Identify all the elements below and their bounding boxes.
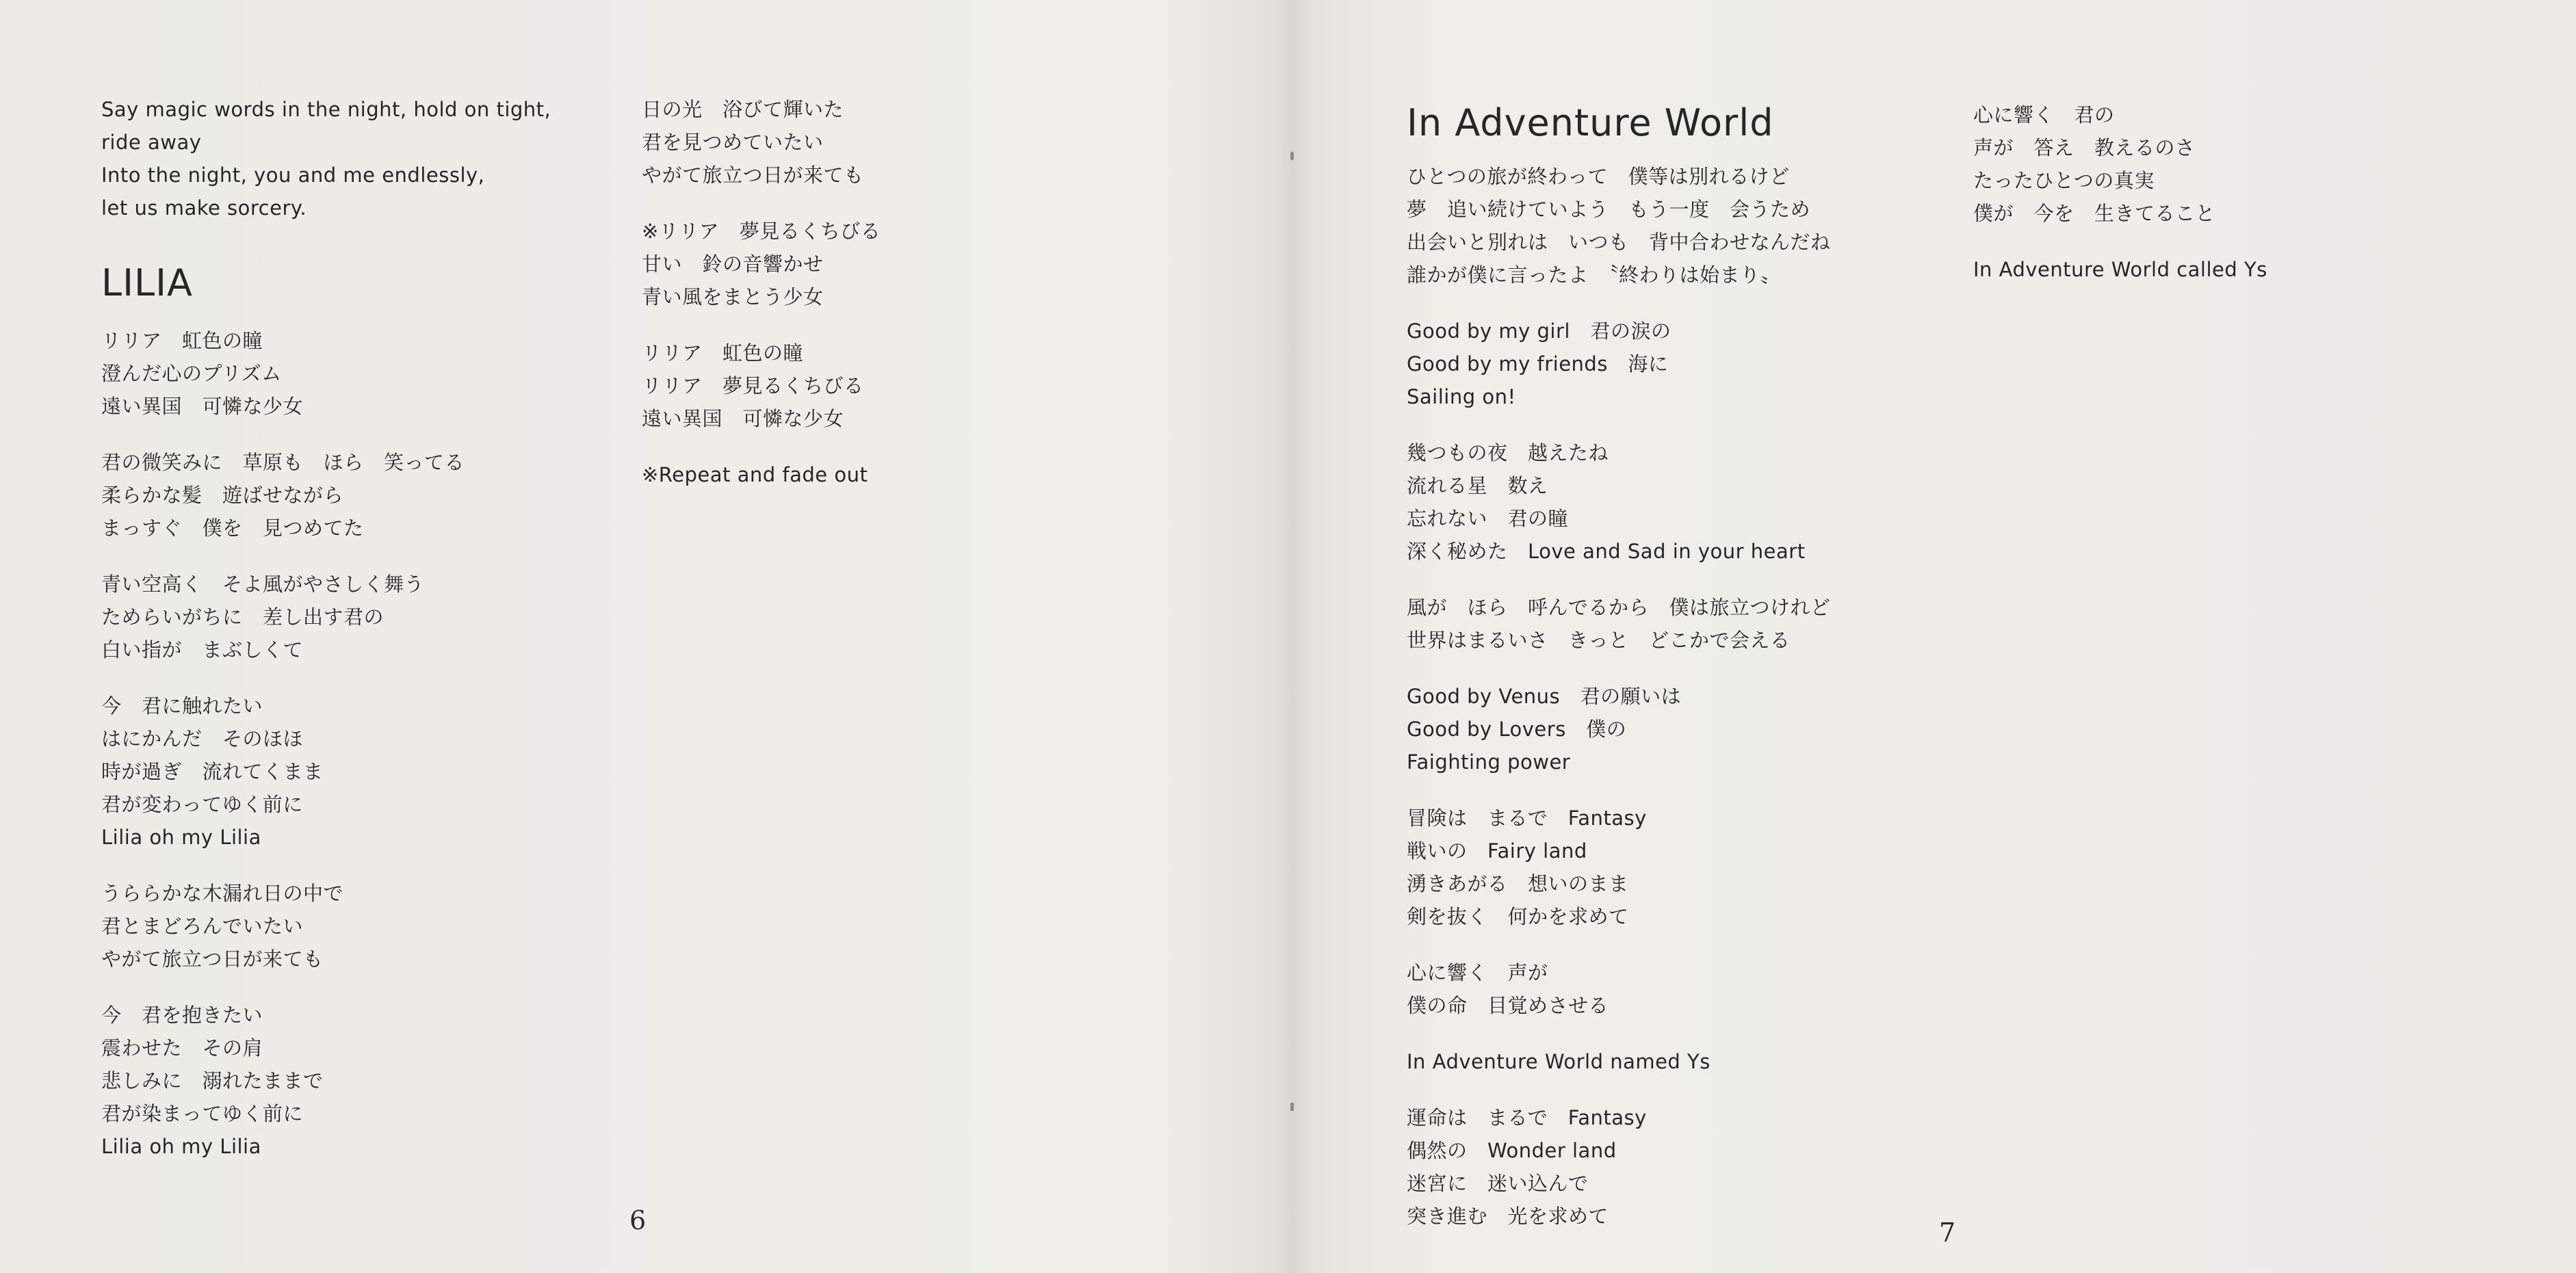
lyric-line: 夢 追い続けていよう もう一度 会うため	[1407, 198, 1811, 221]
lilia-stanza	[101, 877, 551, 975]
lyric-line: 君を見つめていたい	[642, 131, 824, 154]
lilia-stanza	[101, 690, 551, 854]
lyric-line: 心に響く 君の	[1973, 103, 2115, 127]
right-page-column-1	[1407, 101, 1831, 1256]
lyric-line: 深く秘めた Love and Sad in your heart	[1407, 540, 1806, 563]
adventure-stanza	[1407, 436, 1831, 568]
lilia-stanza	[642, 215, 881, 313]
adventure-stanza	[1407, 591, 1831, 657]
adventure-stanza	[1407, 1045, 1831, 1078]
lyric-line: まっすぐ 僕を 見つめてた	[101, 516, 364, 540]
lilia-stanza	[101, 324, 551, 423]
lyric-line: うららかな木漏れ日の中で	[101, 882, 344, 905]
lyric-line: 冒険は まるで Fantasy	[1407, 806, 1647, 830]
lilia-lyrics-part-1	[101, 324, 551, 1163]
lyric-line: 突き進む 光を求めて	[1407, 1205, 1609, 1228]
lyric-line: ※リリア 夢見るくちびる	[642, 220, 881, 243]
lyric-line: ひとつの旅が終わって 僕等は別れるけど	[1407, 165, 1790, 188]
lyric-line: 柔らかな髪 遊ばせながら	[101, 484, 344, 507]
lilia-stanza	[101, 999, 551, 1163]
adventure-stanza	[1407, 1101, 1831, 1233]
lyric-line: ride away	[101, 131, 202, 154]
lyric-line: Into the night, you and me endlessly,	[101, 163, 485, 187]
page-number-right: 7	[1939, 1218, 1956, 1248]
lyric-line: 澄んだ心のプリズム	[101, 362, 282, 385]
lyric-line: let us make sorcery.	[101, 196, 307, 220]
lyric-line: 誰かが僕に言ったよ 〝終わりは始まり〟	[1407, 263, 1781, 287]
left-page	[0, 0, 1286, 1273]
adventure-stanza	[1407, 680, 1831, 778]
lyric-line: 君とまどろんでいたい	[101, 915, 304, 938]
lyric-line: 湧きあがる 想いのまま	[1407, 872, 1629, 895]
lyric-line: 震わせた その肩	[101, 1036, 263, 1060]
adventure-stanza	[1407, 315, 1831, 413]
adventure-stanza	[1407, 802, 1831, 933]
adventure-stanza	[1407, 160, 1831, 291]
lyric-line: ※Repeat and fade out	[642, 463, 868, 486]
left-page-column-2	[642, 93, 881, 514]
lyric-line: 君が変わってゆく前に	[101, 793, 303, 816]
adventure-lyrics-part-1	[1407, 160, 1831, 1233]
lilia-lyrics-part-2	[642, 93, 881, 491]
lilia-stanza	[642, 337, 881, 435]
intro-stanza	[101, 93, 551, 224]
lyric-line: 青い風をまとう少女	[642, 285, 824, 309]
lyric-line: 僕が 今を 生きてること	[1973, 202, 2216, 225]
lyric-line: 日の光 浴びて輝いた	[642, 98, 844, 121]
lyric-line: リリア 虹色の瞳	[642, 341, 804, 365]
lyric-line: 戦いの Fairy land	[1407, 839, 1587, 863]
lilia-stanza	[101, 568, 551, 666]
lyric-line: 幾つもの夜 越えたね	[1407, 441, 1609, 464]
lyric-line: 剣を抜く 何かを求めて	[1407, 905, 1629, 928]
lyric-line: 甘い 鈴の音響かせ	[642, 252, 824, 276]
lyric-line: 流れる星 数え	[1407, 474, 1548, 497]
page-number-left: 6	[629, 1205, 647, 1235]
lyric-line: Lilia oh my Lilia	[101, 826, 261, 849]
left-page-column-1	[101, 93, 551, 1186]
lyric-line: In Adventure World called Ys	[1973, 258, 2267, 281]
lyric-line: 今 君に触れたい	[101, 694, 263, 718]
staple-mark-top	[1290, 152, 1294, 160]
lyric-line: はにかんだ そのほほ	[101, 727, 304, 750]
song-title-lilia: LILIA	[101, 261, 193, 304]
lilia-stanza	[642, 458, 881, 491]
adventure-stanza	[1973, 253, 2267, 286]
lyric-line: やがて旅立つ日が来ても	[642, 163, 864, 187]
staple-mark-bottom	[1290, 1103, 1294, 1111]
lyric-line: 君の微笑みに 草原も ほら 笑ってる	[101, 451, 465, 474]
lyric-line: リリア 夢見るくちびる	[642, 374, 864, 397]
intro-lyrics	[101, 93, 551, 224]
adventure-stanza	[1973, 99, 2267, 230]
right-page-column-2	[1973, 99, 2267, 309]
lyric-line: 忘れない 君の瞳	[1407, 507, 1569, 530]
lyric-line: 迷宮に 迷い込んで	[1407, 1172, 1589, 1195]
lyric-line: 心に響く 声が	[1407, 961, 1548, 984]
lyric-line: 風が ほら 呼んでるから 僕は旅立つけれど	[1407, 596, 1831, 619]
lyric-line: In Adventure World named Ys	[1407, 1050, 1710, 1073]
lyric-line: Lilia oh my Lilia	[101, 1135, 261, 1158]
lyric-line: 白い指が まぶしくて	[101, 638, 304, 661]
lyric-line: やがて旅立つ日が来ても	[101, 947, 324, 971]
song-title-in-adventure-world: In Adventure World	[1407, 101, 1774, 144]
lyric-line: Good by my girl 君の涙の	[1407, 319, 1671, 343]
lyric-line: 遠い異国 可憐な少女	[101, 395, 304, 418]
lyric-line: 時が過ぎ 流れてくまま	[101, 760, 324, 783]
lyric-line: 偶然の Wonder land	[1407, 1139, 1617, 1162]
lilia-stanza	[101, 446, 551, 544]
lyric-line: 青い空高く そよ風がやさしく舞う	[101, 573, 425, 596]
lyric-line: 遠い異国 可憐な少女	[642, 407, 844, 430]
lyric-line: Good by Lovers 僕の	[1407, 718, 1627, 741]
right-page	[1290, 0, 2576, 1273]
adventure-stanza	[1407, 956, 1831, 1022]
lyric-line: リリア 虹色の瞳	[101, 329, 263, 352]
lyric-line: 君が染まってゆく前に	[101, 1102, 304, 1125]
lyric-line: Faighting power	[1407, 750, 1571, 774]
lilia-stanza	[642, 93, 881, 192]
lyric-line: 僕の命 目覚めさせる	[1407, 994, 1609, 1017]
lyric-line: 声が 答え 教えるのさ	[1973, 136, 2196, 159]
lyric-line: 悲しみに 溺れたままで	[101, 1069, 324, 1092]
lyric-line: 今 君を抱きたい	[101, 1003, 263, 1027]
lyric-line: たったひとつの真実	[1973, 169, 2155, 192]
lyric-line: Sailing on!	[1407, 385, 1516, 408]
lyric-line: 世界はまるいさ きっと どこかで会える	[1407, 629, 1791, 652]
lyric-line: Good by my friends 海に	[1407, 352, 1669, 376]
lyric-line: Say magic words in the night, hold on tight,	[101, 98, 551, 121]
adventure-lyrics-part-2	[1973, 99, 2267, 286]
lyric-line: Good by Venus 君の願いは	[1407, 685, 1682, 708]
lyric-line: 運命は まるで Fantasy	[1407, 1106, 1647, 1129]
lyric-line: 出会いと別れは いつも 背中合わせなんだね	[1407, 231, 1831, 254]
lyric-line: ためらいがちに 差し出す君の	[101, 605, 385, 629]
